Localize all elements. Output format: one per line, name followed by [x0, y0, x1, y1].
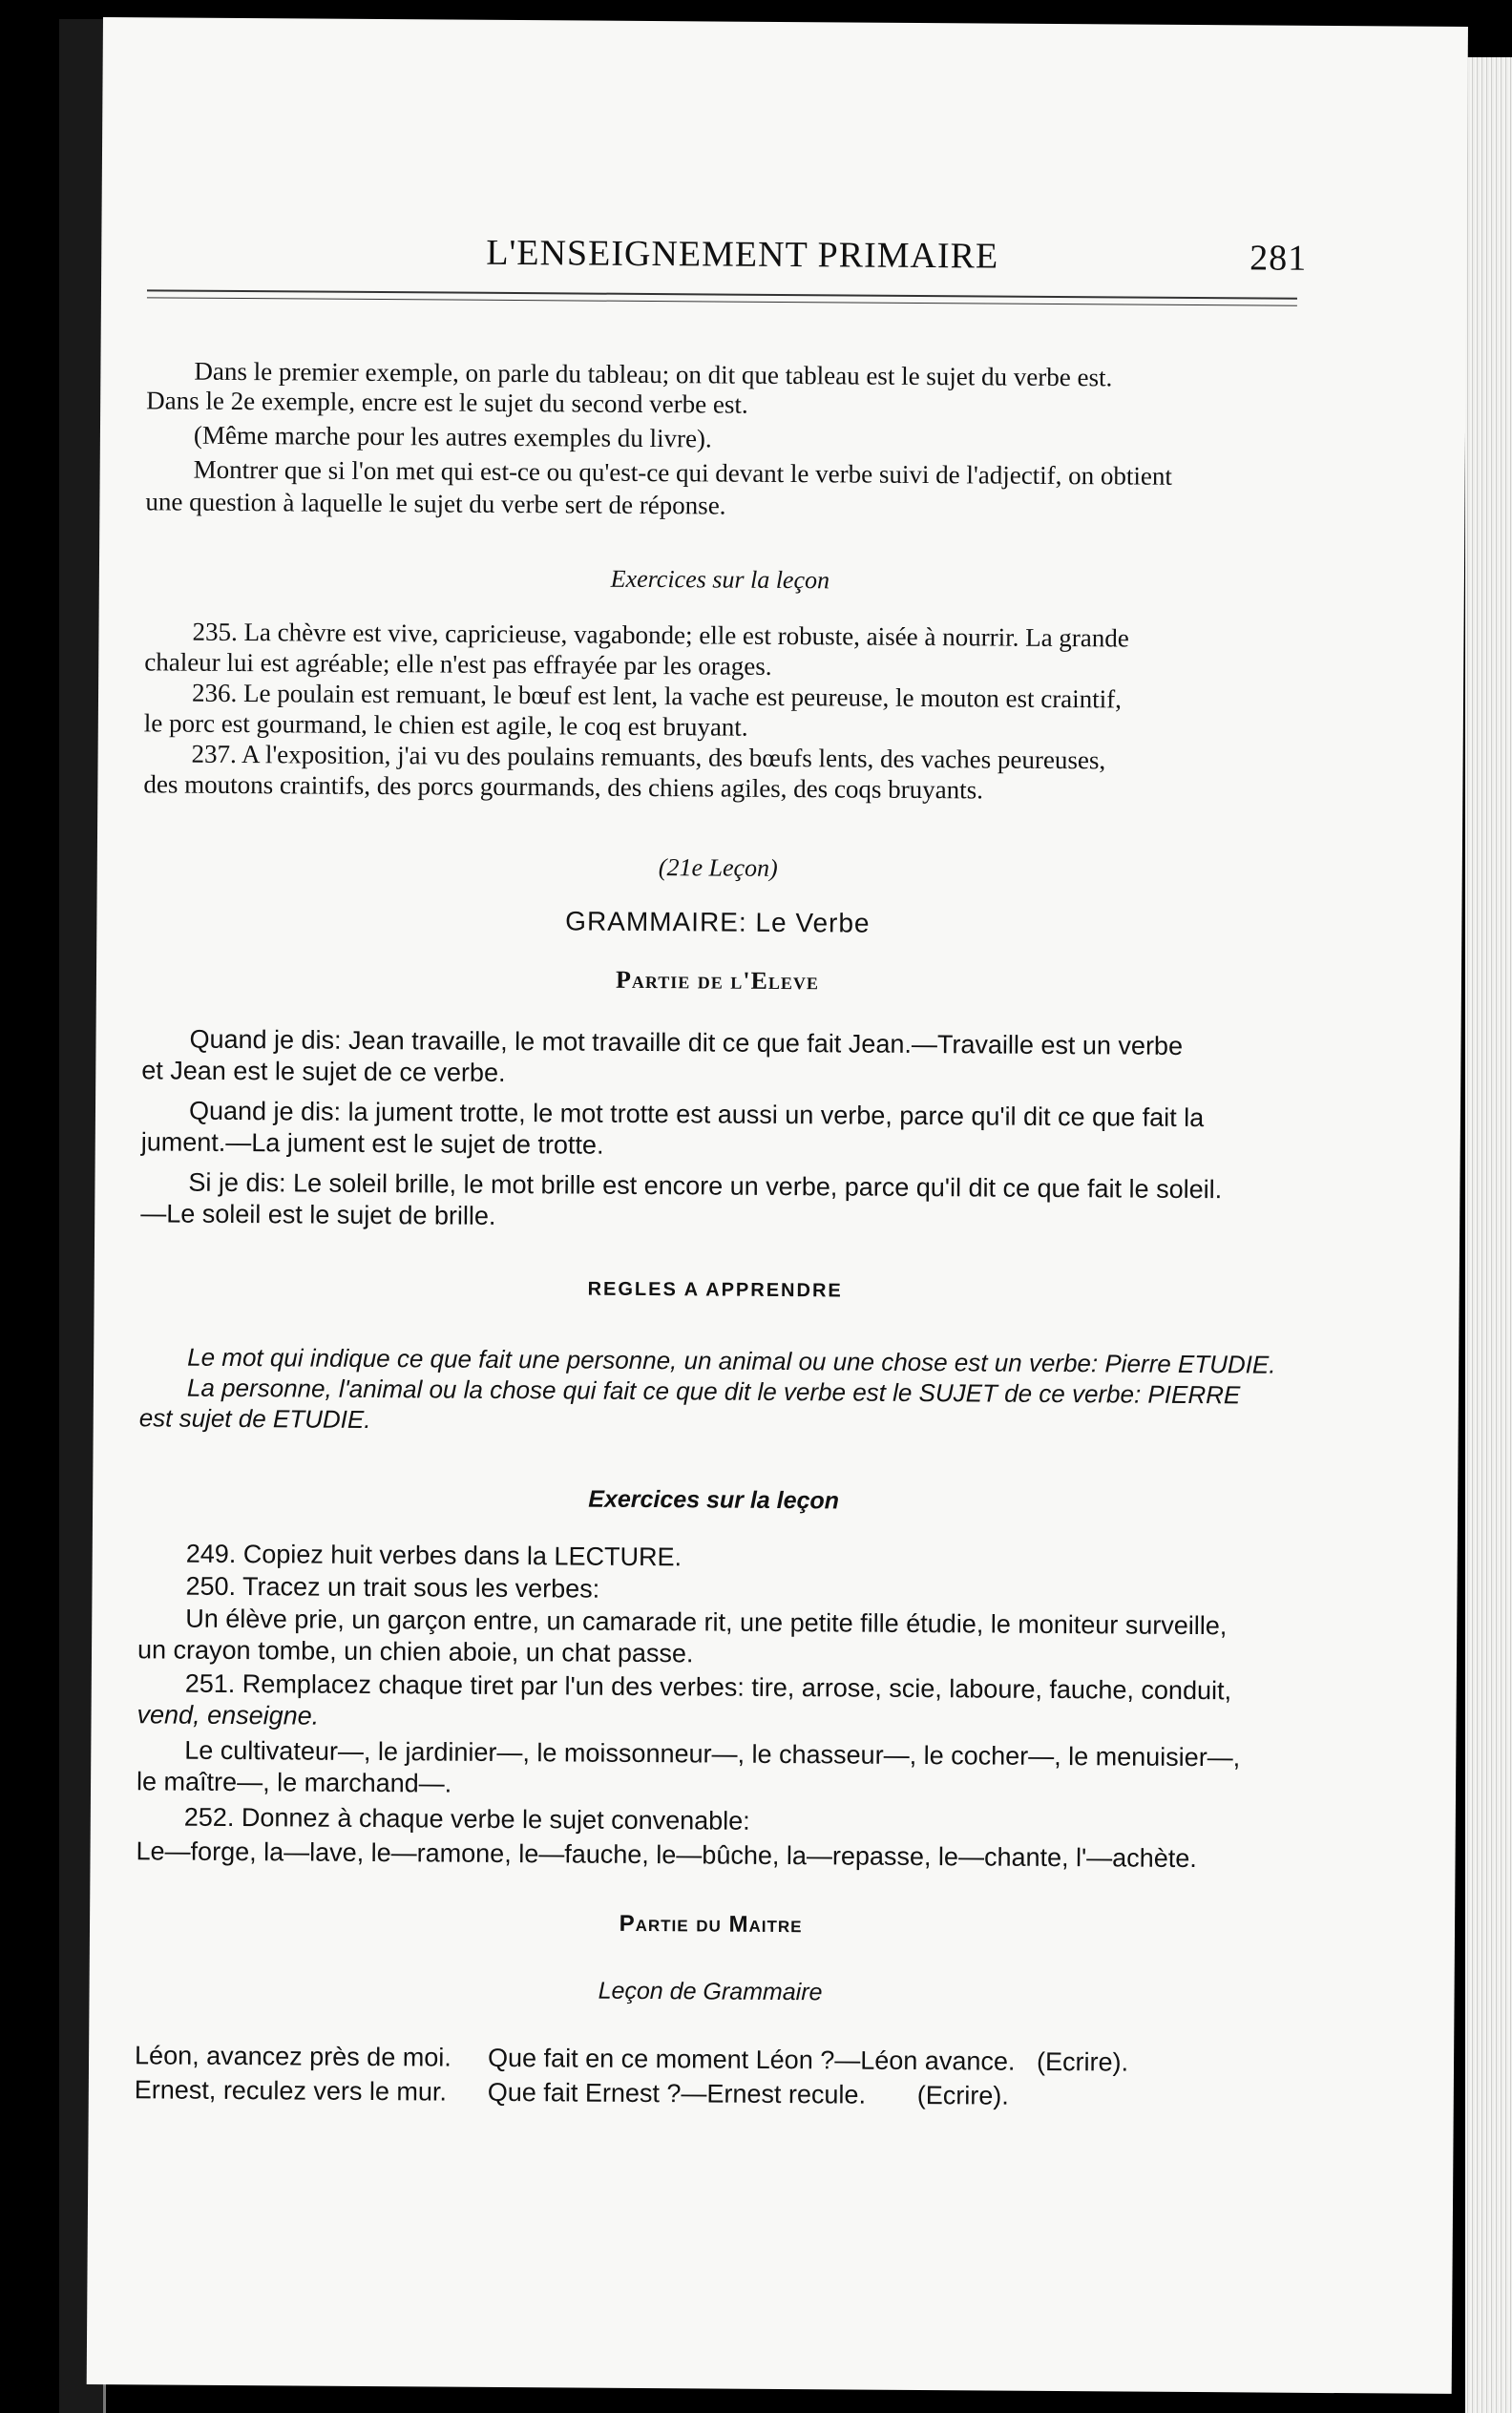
regle-line: La personne, l'animal ou la chose qui fait ce que dit le verbe est le SUJET de ce verbe: PIERRE: [186, 1373, 1241, 1410]
exercise2-line: un crayon tombe, un chien aboie, un chat passe.: [136, 1635, 694, 1668]
eleve-line: et Jean est le sujet de ce verbe.: [141, 1056, 506, 1087]
eleve-line: Si je dis: Le soleil brille, le mot brille est encore un verbe, parce qu'il dit ce que fait le soleil.: [188, 1167, 1223, 1205]
maitre-row-right: Que fait en ce moment Léon ?—Léon avance.: [487, 2043, 1016, 2076]
partie-maitre-heading: Partie du Maitre: [619, 1910, 803, 1939]
exercise-line: 236. Le poulain est remuant, le bœuf est lent, la vache est peureuse, le mouton est craintif,: [191, 678, 1123, 714]
lecon-number: (21e Leçon): [658, 853, 778, 882]
eleve-line: —Le soleil est le sujet de brille.: [140, 1199, 496, 1230]
exercise2-line: 250. Tracez un trait sous les verbes:: [185, 1571, 600, 1604]
eleve-line: Quand je dis: Jean travaille, le mot travaille dit ce que fait Jean.—Travaille est un verbe: [189, 1024, 1184, 1060]
page-number: 281: [1250, 238, 1308, 279]
running-title: L'ENSEIGNEMENT PRIMAIRE: [486, 232, 999, 277]
exercise2-line: vend, enseigne.: [136, 1700, 320, 1731]
exercise2-line: 249. Copiez huit verbes dans la LECTURE.: [185, 1539, 682, 1572]
lecon-grammaire-heading: Leçon de Grammaire: [598, 1977, 823, 2006]
page-content: [134, 17, 1308, 2110]
exercise-line: chaleur lui est agréable; elle n'est pas effrayée par les orages.: [144, 647, 772, 681]
regles-heading: REGLES A APPRENDRE: [587, 1278, 843, 1302]
maitre-row-left: Ernest, reculez vers le mur.: [134, 2075, 448, 2107]
exercise2-line: Le cultivateur—, le jardinier—, le moissonneur—, le chasseur—, le cocher—, le menuisier—,: [184, 1735, 1241, 1773]
exercise2-line: le maître—, le marchand—.: [136, 1767, 452, 1798]
book-page: [87, 17, 1468, 2394]
partie-eleve-heading: Partie de l'Eleve: [615, 965, 819, 996]
exercise-line: 237. A l'exposition, j'ai vu des poulains remuants, des bœufs lents, des vaches peureuses,: [191, 739, 1106, 775]
exercise2-line: Un élève prie, un garçon entre, un camarade rit, une petite fille étudie, le moniteur surveille,: [185, 1604, 1228, 1641]
header-rule-thin: [147, 297, 1297, 305]
maitre-row-left: Léon, avancez près de moi.: [134, 2041, 452, 2072]
running-head: [486, 232, 1308, 279]
exercise2-line: Le—forge, la—lave, le—ramone, le—fauche, le—bûche, la—repasse, le—chante, l'—achète.: [136, 1836, 1197, 1874]
page-edge-stack: [1465, 57, 1512, 2413]
intro-line: Montrer que si l'on met qui est-ce ou qu'est-ce qui devant le verbe suivi de l'adjectif, on obtient: [193, 454, 1173, 491]
eleve-line: jument.—La jument est le sujet de trotte.: [140, 1127, 604, 1160]
exercise-line: le porc est gourmand, le chien est agile, le coq est bruyant.: [143, 708, 748, 742]
regle-line: est sujet de ETUDIE.: [138, 1403, 371, 1434]
maitre-row-note: (Ecrire).: [916, 2081, 1009, 2110]
lesson-title: GRAMMAIRE: Le Verbe: [565, 906, 871, 938]
exercise2-line: 252. Donnez à chaque verbe le sujet convenable:: [183, 1802, 750, 1836]
regle-line: Le mot qui indique ce que fait une personne, un animal ou une chose est un verbe: Pierre ETUDIE.: [187, 1342, 1276, 1379]
intro-line: Dans le 2e exemple, encre est le sujet du second verbe est.: [146, 386, 748, 419]
exercices2-heading: Exercices sur la leçon: [588, 1485, 840, 1515]
exercise2-line: 251. Remplacez chaque tiret par l'un des verbes: tire, arrose, scie, laboure, fauche, conduit,: [184, 1668, 1232, 1706]
exercise-line: 235. La chèvre est vive, capricieuse, vagabonde; elle est robuste, aisée à nourrir. La grande: [192, 617, 1129, 653]
exercices-heading: Exercices sur la leçon: [610, 564, 830, 595]
intro-line: (Même marche pour les autres exemples du livre).: [193, 420, 712, 453]
intro-line: une question à laquelle le sujet du verbe sert de réponse.: [145, 487, 726, 520]
intro-line: Dans le premier exemple, on parle du tableau; on dit que tableau est le sujet du verbe est.: [194, 356, 1113, 392]
eleve-line: Quand je dis: la jument trotte, le mot trotte est aussi un verbe, parce qu'il dit ce que fait la: [188, 1096, 1205, 1133]
exercise-line: des moutons craintifs, des porcs gourmands, des chiens agiles, des coqs bruyants.: [143, 769, 984, 805]
maitre-row-right: Que fait Ernest ?—Ernest recule.: [487, 2077, 867, 2109]
maitre-row-note: (Ecrire).: [1036, 2046, 1129, 2077]
